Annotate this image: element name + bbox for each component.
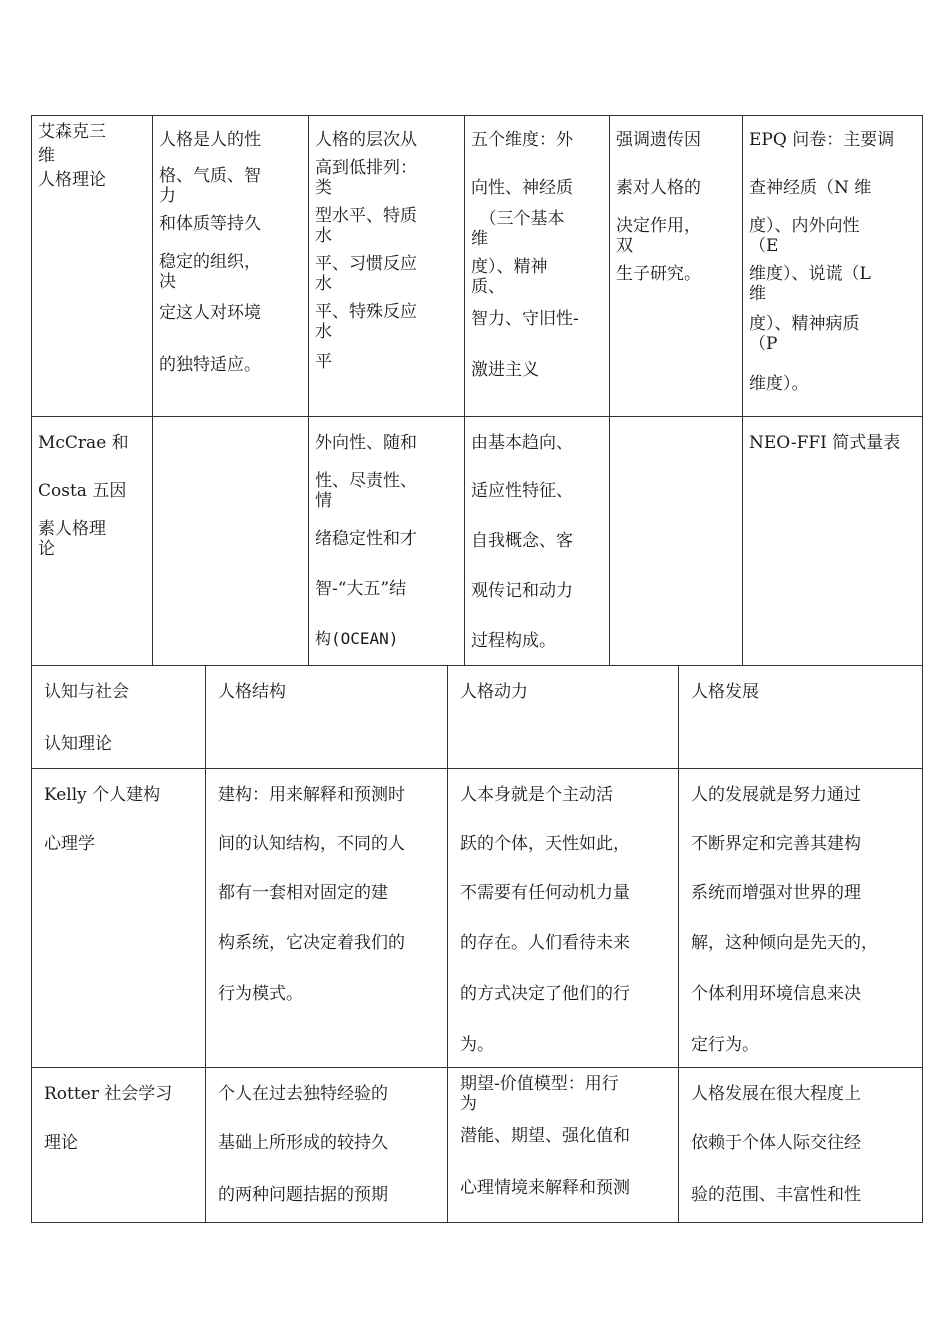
table-cell — [448, 769, 679, 1068]
cell-line: 格、气质、智 — [159, 166, 261, 186]
cell-line: 论 — [38, 539, 55, 559]
cell-line: 决定作用， — [616, 216, 701, 236]
cell-line: 力 — [159, 186, 176, 206]
cell-line: 建构：用来解释和预测时 — [218, 785, 405, 805]
header-line: 认知理论 — [44, 734, 112, 754]
column-header-dynamics: 人格动力 — [460, 682, 528, 702]
table-cell — [32, 417, 153, 666]
cell-line: 系统而增强对世界的理 — [691, 883, 861, 903]
cell-line: Kelly 个人建构 — [44, 785, 161, 805]
table-cell-empty — [153, 417, 309, 666]
cell-line: 个人在过去独特经验的 — [218, 1084, 388, 1104]
cell-line: 双 — [616, 236, 633, 256]
cell-line: 都有一套相对固定的建 — [218, 883, 388, 903]
cell-line: 人本身就是个主动活 — [460, 785, 613, 805]
cell-line: 人格是人的性 — [159, 130, 261, 150]
cell-line: 水 — [315, 322, 332, 342]
cell-line: 不需要有任何动机力量 — [460, 883, 630, 903]
cell-line: 的存在。人们看待未来 — [460, 933, 630, 953]
cell-line: 定行为。 — [691, 1035, 759, 1055]
cell-line: 的两种问题拮据的预期 — [218, 1185, 388, 1205]
cell-line: 行为模式。 — [218, 984, 303, 1004]
cell-line: （P — [749, 334, 778, 354]
cell-line: 构(OCEAN) — [315, 629, 399, 648]
table-cell — [743, 417, 923, 666]
cell-line: 素人格理 — [38, 519, 106, 539]
cell-line: 解，这种倾向是先天的， — [691, 933, 878, 953]
table-cell — [309, 417, 465, 666]
cell-line: 激进主义 — [471, 360, 539, 380]
cell-line: 验的范围、丰富性和性 — [691, 1185, 861, 1205]
personality-trait-table — [31, 115, 923, 666]
cell-line: 和体质等持久 — [159, 214, 261, 234]
cell-line: 观传记和动力 — [471, 581, 573, 601]
cell-line: 自我概念、客 — [471, 531, 573, 551]
cell-line: 向性、神经质 — [471, 178, 573, 198]
cell-line: 适应性特征、 — [471, 481, 573, 501]
header-cell — [206, 666, 448, 769]
cell-line: 素对人格的 — [616, 178, 701, 198]
table-cell — [610, 116, 743, 417]
cell-line: 水 — [315, 274, 332, 294]
cell-line: 维 — [38, 146, 55, 166]
cell-line: 为。 — [460, 1035, 494, 1055]
cell-line: 外向性、随和 — [315, 433, 417, 453]
cell-line: EPQ 问卷：主要调 — [749, 130, 895, 150]
cell-line: 类 — [315, 178, 332, 198]
table-cell — [465, 417, 610, 666]
cell-line: （三个基本 — [471, 209, 565, 229]
cell-line: 理论 — [44, 1133, 78, 1153]
table-row — [32, 1068, 923, 1223]
table-cell — [32, 1068, 206, 1223]
cell-line: 艾森克三 — [38, 122, 106, 142]
cognitive-theory-table — [31, 665, 923, 1223]
table-cell — [206, 1068, 448, 1223]
header-cell — [448, 666, 679, 769]
table-cell — [32, 116, 153, 417]
cell-line: 潜能、期望、强化值和 — [460, 1126, 630, 1146]
table-cell — [153, 116, 309, 417]
cell-line: 人格的层次从 — [315, 130, 417, 150]
cell-line: 查神经质（N 维 — [749, 178, 872, 198]
header-line: 认知与社会 — [44, 682, 129, 702]
cell-line: 生子研究。 — [616, 264, 701, 284]
table-cell — [679, 1068, 923, 1223]
cell-line: 智-“大五”结 — [315, 579, 407, 599]
table-header-row — [32, 666, 923, 769]
table-row — [32, 116, 923, 417]
cell-line: 五个维度：外 — [471, 130, 573, 150]
cell-line: 智力、守旧性- — [471, 309, 579, 329]
cell-line: 度）、内外向性 — [749, 216, 860, 236]
cell-line: （E — [749, 236, 779, 256]
cell-line: 由基本趋向、 — [471, 433, 573, 453]
table-row — [32, 417, 923, 666]
cell-line: 人格理论 — [38, 170, 106, 190]
column-header-development: 人格发展 — [691, 682, 759, 702]
cell-line: 维 — [749, 284, 766, 304]
cell-line: 不断界定和完善其建构 — [691, 834, 861, 854]
cell-line: NEO-FFI 简式量表 — [749, 433, 901, 453]
cell-line: 型水平、特质 — [315, 206, 417, 226]
cell-line: 期望-价值模型：用行 — [460, 1074, 619, 1094]
cell-line: 维度）。 — [749, 374, 809, 394]
cell-line: 依赖于个体人际交往经 — [691, 1133, 861, 1153]
cell-line: 间的认知结构，不同的人 — [218, 834, 405, 854]
table-row — [32, 769, 923, 1068]
cell-line: 性、尽责性、 — [315, 471, 417, 491]
table-cell — [448, 1068, 679, 1223]
cell-line: 强调遗传因 — [616, 130, 701, 150]
cell-line: 绪稳定性和才 — [315, 529, 417, 549]
cell-line: 决 — [159, 272, 176, 292]
table-cell — [32, 769, 206, 1068]
cell-line: McCrae 和 — [38, 433, 129, 453]
cell-line: Rotter 社会学习 — [44, 1084, 173, 1104]
cell-line: 的方式决定了他们的行 — [460, 984, 630, 1004]
cell-line: 度）、精神 — [471, 257, 548, 277]
table-cell — [206, 769, 448, 1068]
header-cell — [32, 666, 206, 769]
cell-line: 平 — [315, 352, 332, 372]
cell-line: 稳定的组织， — [159, 252, 261, 272]
table-cell — [679, 769, 923, 1068]
cell-line: 维 — [471, 229, 488, 249]
cell-line: 跃的个体，天性如此， — [460, 834, 630, 854]
table-cell — [309, 116, 465, 417]
cell-line: 平、特殊反应 — [315, 302, 417, 322]
cell-line: 情 — [315, 491, 332, 511]
table-cell — [743, 116, 923, 417]
cell-line: 心理学 — [44, 834, 95, 854]
cell-line: 水 — [315, 226, 332, 246]
table-cell-empty — [610, 417, 743, 666]
cell-line: 定这人对环境 — [159, 303, 261, 323]
cell-line: 基础上所形成的较持久 — [218, 1133, 388, 1153]
table-cell — [465, 116, 610, 417]
cell-line: 个体利用环境信息来决 — [691, 984, 861, 1004]
cell-line: 构系统，它决定着我们的 — [218, 933, 405, 953]
cell-line: 质、 — [471, 277, 505, 297]
cell-line: 心理情境来解释和预测 — [460, 1178, 630, 1198]
cell-line: 的独特适应。 — [159, 355, 261, 375]
cell-line: 维度）、说谎（L — [749, 264, 871, 284]
cell-line: 人的发展就是努力通过 — [691, 785, 861, 805]
cell-line: Costa 五因 — [38, 481, 127, 501]
cell-line: 为 — [460, 1094, 477, 1114]
cell-line: 度）、精神病质 — [749, 314, 860, 334]
column-header-structure: 人格结构 — [218, 682, 286, 702]
header-cell — [679, 666, 923, 769]
cell-line: 平、习惯反应 — [315, 254, 417, 274]
cell-line: 人格发展在很大程度上 — [691, 1084, 861, 1104]
cell-line: 过程构成。 — [471, 631, 556, 651]
cell-line: 高到低排列： — [315, 158, 417, 178]
